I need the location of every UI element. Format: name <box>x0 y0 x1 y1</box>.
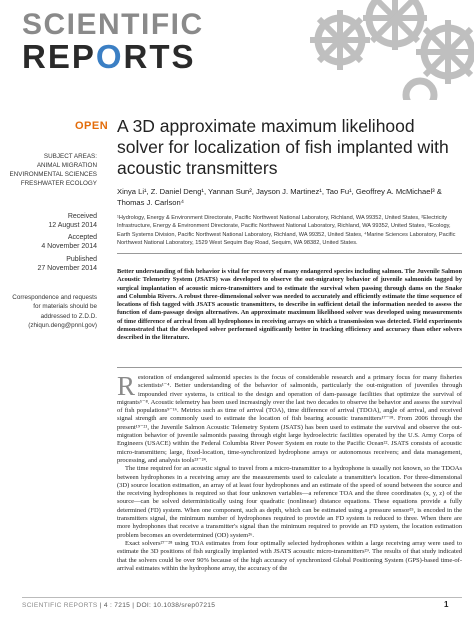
published-label: Published <box>66 256 97 263</box>
footer-divider <box>22 597 462 598</box>
accepted-date: 4 November 2014 <box>41 243 97 250</box>
footer-doi: | 4 : 7215 | DOI: 10.1038/srep07215 <box>97 602 216 609</box>
subject-areas-heading: SUBJECT AREAS: <box>43 153 97 160</box>
divider <box>117 367 462 368</box>
body-paragraph <box>117 371 462 465</box>
drop-cap: R <box>117 371 136 401</box>
open-access-label: OPEN <box>75 120 109 132</box>
divider <box>117 253 462 254</box>
footer-journal: SCIENTIFIC REPORTS <box>22 602 98 609</box>
received-date: 12 August 2014 <box>48 222 97 229</box>
body-paragraph: Exact solvers²⁷⁻²⁸ using TOA estimates from four optimally selected hydrophones within a large receiving array were used to estimate the 3D positions of fish surgically implanted with JSATS acoustic micro-transmitters²⁹. The results of that study indicated that the solvers could be over 90% because of the high accuracy of synchronized Global Positioning System (GPS)-based time-of-arrival estimates within the hydrophone array, the accuracy of the <box>117 539 462 572</box>
article-title: A 3D approximate maximum likelihood solver for localization of fish implanted with acoustic transmitters <box>117 116 449 178</box>
abstract: Better understanding of fish behavior is vital for recovery of many endangered species including salmon. The Juvenile Salmon Acoustic Telemetry System (JSATS) was developed to observe the out-migratory behavior of juvenile salmonids tagged by surgical implantation of acoustic micro-transmitters and to estimate the survival when passing through dams on the Snake and Columbia Rivers. A robust three-dimensional solver was needed to accurately and efficiently estimate the time sequence of locations of fish tagged with JSATS acoustic transmitters, to describe in sufficient detail the information needed to assess the function of dam-passage design alternatives. An approximate maximum likelihood solver was developed using measurements of time difference of arrival from all hydrophones in receiving arrays on which a transmission was detected. Field experiments demonstrated that the developed solver performed significantly better in tracking efficiency and accuracy than other solvers described in the literature. <box>117 268 462 342</box>
received-label: Received <box>67 213 97 220</box>
subject-area-item[interactable]: ANIMAL MIGRATION <box>36 162 97 169</box>
logo-o: O <box>95 38 124 75</box>
logo-rep: REP <box>22 38 96 75</box>
journal-logo-line1: SCIENTIFIC <box>22 8 204 41</box>
published-date: 27 November 2014 <box>37 265 97 272</box>
body-paragraph-text: estoration of endangered salmonid species is the focus of considerable research and a primary focus for many fisheries scientists¹⁻⁴. Better understanding of the behavior of salmonids, particularly the out-migration of juveniles through impounded river systems, is critical to the design and operation of dam-passage facilities that optimize the survival of migrants⁵⁻⁸. Acoustic telemetry has been used increasingly over the last two decades to observe the behavior and assess the survival of fish populations⁹⁻¹⁶. Metrics such as time of arrival (TOA), time difference of arrival (TDOA), angle of arrival, and received signal strength are commonly used to estimate the location of fish bearing acoustic transmitters¹⁷⁻¹⁸. From 2006 through the present¹⁹⁻²¹, the Juvenile Salmon Acoustic Telemetry System (JSATS) has been used to estimate the survival and observe the out-migration behavior of juvenile salmonids passing through eight large hydroelectric facilities operated by the U.S. Army Corps of Engineers (USACE) within the Federal Columbia River Power System en route to the Pacific Ocean²². JSATS consists of acoustic micro-transmitters; large, fixed-location, time-synchronized hydrophone arrays or autonomous receivers; and data management, processing, and analysis tools²³⁻²⁴. <box>117 374 462 464</box>
page-number: 1 <box>444 600 449 609</box>
gears-decoration-icon <box>300 0 474 100</box>
article-body <box>117 371 462 573</box>
subject-area-item[interactable]: ENVIRONMENTAL SCIENCES <box>9 171 97 178</box>
subject-area-item[interactable]: FRESHWATER ECOLOGY <box>20 180 97 187</box>
author-list: Xinya Li¹, Z. Daniel Deng¹, Yannan Sun², Jayson J. Martinez¹, Tao Fu¹, Geoffrey A. McMichael³ & Thomas J. Carlson⁴ <box>117 187 442 207</box>
affiliations: ¹Hydrology, Energy & Environment Directorate, Pacific Northwest National Laboratory, Richland, WA 99352, United States, ²Electricity Infrastructure, Energy & Environment Directorate, Pacific Northwest National Laboratory, Richland, WA 99352, United States, ³Ecology, Earth Systems Division, Pacific Northwest National Laboratory, Richland, WA 99352, United States, ⁴Marine Sciences Laboratory, Pacific Northwest National Laboratory, 1529 West Sequim Bay Road, Sequim, WA 98382, United States. <box>117 215 456 247</box>
footer-citation <box>22 602 215 609</box>
accepted-label: Accepted <box>67 234 97 241</box>
body-paragraph: The time required for an acoustic signal to travel from a micro-transmitter to a hydrophone is usually not known, so the TDOAs between hydrophones in a receiving array are the measurements used to calculate a transmitter's location. For three-dimensional (3D) source location estimation, an array of at least four hydrophones and an estimate of the speed of sound between the source and the receiving hydrophones is required so that four unknown variables—a reference TOA and the three coordinates (x, y, z) of the source—can be solved deterministically using four quadratic (nonlinear) distance equations. These equations provide a fully determined (FD) system. When one component, such as depth, which can be estimated using a pressure sensor²⁵, is encoded in the transmitters signal, the minimum number of hydrophones required to provide an FD system is reduced to three. When there are more hydrophones that receive a transmitter's signal than the minimum required to provide an FD system, the location estimation problem becomes an overdetermined (OD) system²⁶. <box>117 465 462 539</box>
journal-logo-line2 <box>22 40 196 73</box>
correspondence-note: Correspondence and requests for materials should be addressed to Z.D.D. (zhiqun.deng@pnnl.gov) <box>12 294 97 330</box>
logo-rts: RTS <box>123 38 196 75</box>
